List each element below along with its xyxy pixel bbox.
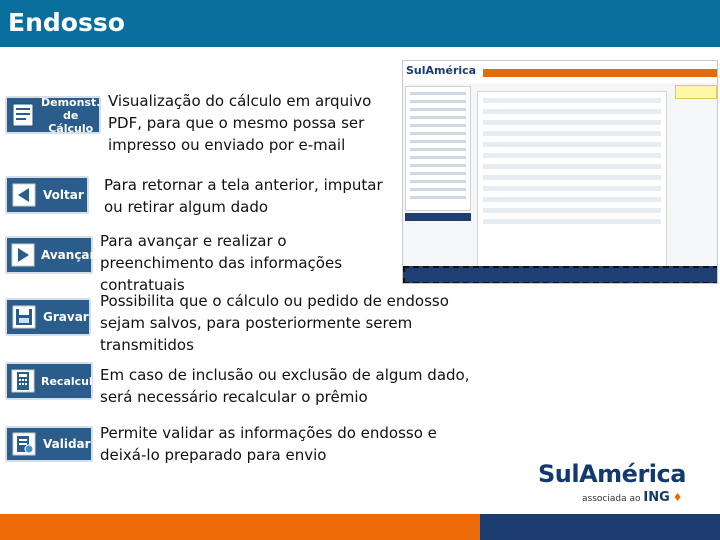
thumbnail-header <box>403 61 718 83</box>
avancar-button[interactable] <box>5 236 96 274</box>
validate-document-icon <box>11 431 37 457</box>
gravar-label: Gravar <box>43 309 89 324</box>
lion-icon: ♦ <box>672 491 683 504</box>
thumbnail-nav-bar <box>483 69 718 77</box>
thumbnail-sidebar-footer <box>405 213 471 221</box>
thumbnail-button-toolbar <box>403 266 718 284</box>
demonst-calculo-label: Demonst. de Cálculo <box>41 95 101 135</box>
arrow-right-icon <box>11 242 35 268</box>
recalcular-button[interactable] <box>5 362 106 400</box>
thumbnail-notice <box>675 85 717 99</box>
calculator-icon <box>11 368 35 394</box>
title-bar <box>0 0 720 47</box>
page-title: Endosso <box>8 8 125 37</box>
footer-orange-band <box>0 514 480 540</box>
screen-thumbnail <box>402 60 718 284</box>
sulamerica-logo <box>538 460 686 505</box>
thumbnail-logo: SulAmérica <box>406 64 477 77</box>
logo-sub-prefix: associada ao <box>582 494 641 504</box>
validar-button[interactable] <box>5 426 93 462</box>
recalcular-description: Em caso de inclusão ou exclusão de algum dado, será necessário recalcular o prêmio <box>100 366 470 406</box>
gravar-button[interactable] <box>5 298 91 336</box>
avancar-label: Avançar <box>41 247 96 262</box>
thumbnail-main-panel <box>477 91 667 271</box>
logo-main-text: SulAmérica <box>538 460 686 488</box>
thumbnail-sidebar <box>405 86 471 211</box>
logo-sub-brand: ING <box>643 490 670 505</box>
recalcular-label: Recalcular <box>41 374 106 388</box>
footer-navy-band <box>480 514 720 540</box>
avancar-description: Para avançar e realizar o preenchimento das informações contratuais <box>100 232 343 294</box>
logo-subtitle <box>582 490 683 505</box>
floppy-disk-icon <box>11 304 37 330</box>
gravar-description: Possibilita que o cálculo ou pedido de endosso sejam salvos, para posteriormente serem transmitidos <box>100 292 449 354</box>
voltar-button[interactable] <box>5 176 89 214</box>
document-icon <box>11 102 35 128</box>
demonst-calculo-button[interactable] <box>5 96 101 134</box>
demonst-calculo-description: Visualização do cálculo em arquivo PDF, para que o mesmo possa ser impresso ou enviado por e-mail <box>108 92 372 154</box>
voltar-label: Voltar <box>43 187 84 202</box>
validar-label: Validar <box>43 436 91 451</box>
voltar-description: Para retornar a tela anterior, imputar ou retirar algum dado <box>104 176 383 216</box>
validar-description: Permite validar as informações do endosso e deixá-lo preparado para envio <box>100 424 437 464</box>
arrow-left-icon <box>11 182 37 208</box>
